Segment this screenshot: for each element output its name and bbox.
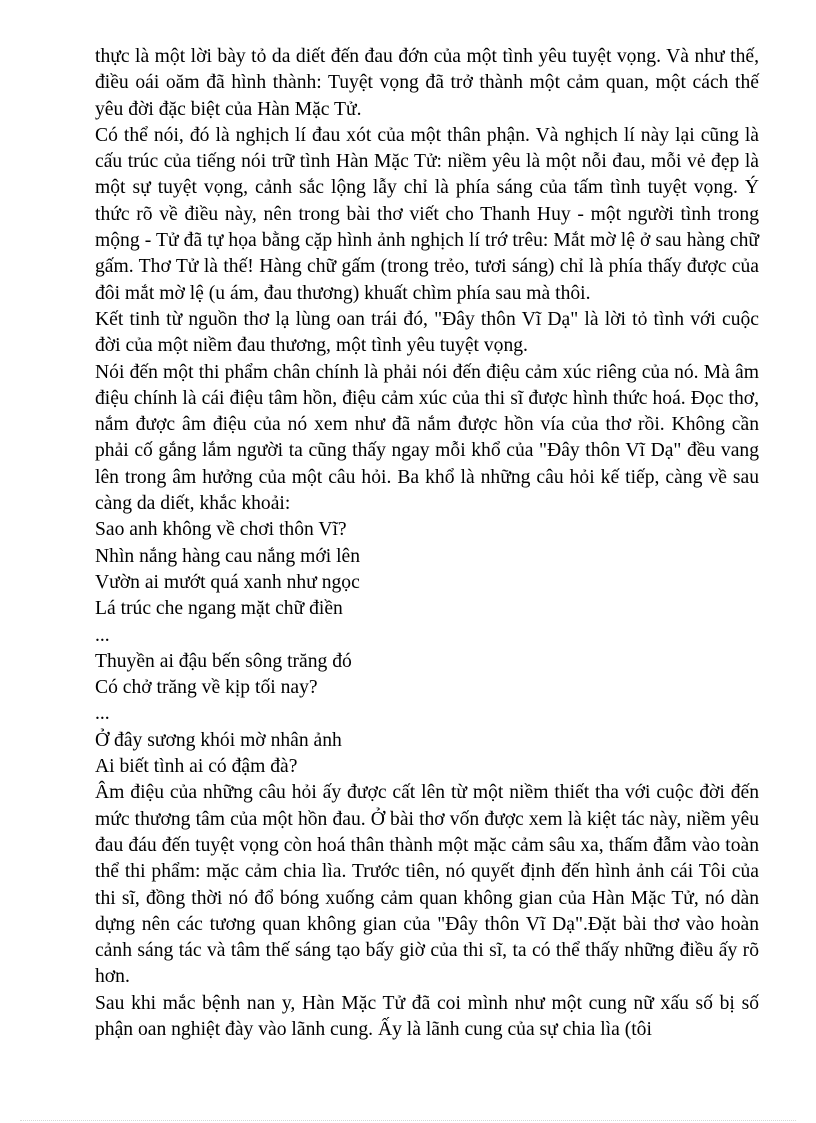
poem-ellipsis: ...: [95, 703, 110, 725]
document-page: [95, 44, 759, 1043]
poem-line: Sao anh không về chơi thôn Vĩ?: [95, 519, 347, 541]
poem-excerpt: [95, 517, 759, 780]
poem-line: Vườn ai mướt quá xanh như ngọc: [95, 571, 360, 593]
poem-line: Ở đây sương khói mờ nhân ảnh: [95, 729, 342, 751]
poem-ellipsis: ...: [95, 624, 110, 646]
paragraph-paradox: Có thể nói, đó là nghịch lí đau xót của một thân phận. Và nghịch lí này lại cũng là cấu trúc của tiếng nói trữ tình Hàn Mặc Tử: niềm yêu là một nỗi đau, mỗi vẻ đẹp là một sự tuyệt vọng, cảnh sắc lộng lẫy chỉ là phía sáng của tấm tình tuyệt vọng. Ý thức rõ về điều này, nên trong bài thơ viết cho Thanh Huy - một người tình trong mộng - Tử đã tự họa bằng cặp hình ảnh nghịch lí trớ trêu: Mắt mờ lệ ở sau hàng chữ gấm. Thơ Tử là thế! Hàng chữ gấm (trong trẻo, tươi sáng) chỉ là phía thấy được của đôi mắt mờ lệ (u ám, đau thương) khuất chìm phía sau mà thôi.: [95, 124, 759, 304]
poem-line: Nhìn nắng hàng cau nắng mới lên: [95, 545, 361, 567]
page-bottom-divider: [20, 1120, 796, 1121]
paragraph-intro-continuation: thực là một lời bày tỏ da diết đến đau đớn của một tình yêu tuyệt vọng. Và như thế, điều oái oăm đã hình thành: Tuyệt vọng đã trở thành một cảm quan, một cách thế yêu đời đặc biệt của Hàn Mặc Tử.: [95, 46, 759, 120]
poem-line: Ai biết tình ai có đậm đà?: [95, 756, 298, 778]
paragraph-crystallization: Kết tinh từ nguồn thơ lạ lùng oan trái đó, "Đây thôn Vĩ Dạ" là lời tỏ tình với cuộc đời của một niềm đau thương, một tình yêu tuyệt vọng.: [95, 308, 759, 357]
poem-line: Thuyền ai đậu bến sông trăng đó: [95, 650, 352, 672]
paragraph-questions-tone: Âm điệu của những câu hỏi ấy được cất lên từ một niềm thiết tha với cuộc đời đến mức thương tâm của một hồn đau. Ở bài thơ vốn được xem là kiệt tác này, niềm yêu đau đáu đến tuyệt vọng còn hoá thân thành một mặc cảm sâu xa, thấm đẫm vào toàn thể thi phẩm: mặc cảm chia lìa. Trước tiên, nó quyết định đến hình ảnh cái Tôi của thi sĩ, đồng thời nó đổ bóng xuống cảm quan không gian của Hàn Mặc Tử, nó dàn dựng nên các tương quan không gian của "Đây thôn Vĩ Dạ".Đặt bài thơ vào hoàn cảnh sáng tác và tâm thế sáng tạo bấy giờ của thi sĩ, ta có thể thấy những điều ấy rõ hơn.: [95, 782, 759, 988]
poem-line: Lá trúc che ngang mặt chữ điền: [95, 598, 343, 620]
poem-line: Có chở trăng về kịp tối nay?: [95, 677, 318, 699]
paragraph-tone: Nói đến một thi phẩm chân chính là phải nói đến điệu cảm xúc riêng của nó. Mà âm điệu chính là cái điệu tâm hồn, điệu cảm xúc của thi sĩ được hình thức hoá. Đọc thơ, nắm được âm điệu của nó xem như đã nắm được hồn vía của thơ rồi. Không cần phải cố gắng lắm người ta cũng thấy ngay mỗi khổ của "Đây thôn Vĩ Dạ" đều vang lên trong âm hưởng của một câu hỏi. Ba khổ là những câu hỏi kế tiếp, càng về sau càng da diết, khắc khoải:: [95, 361, 759, 515]
paragraph-illness: Sau khi mắc bệnh nan y, Hàn Mặc Tử đã coi mình như một cung nữ xấu số bị số phận oan nghiệt đày vào lãnh cung. Ấy là lãnh cung của sự chia lìa (tôi: [95, 992, 759, 1040]
